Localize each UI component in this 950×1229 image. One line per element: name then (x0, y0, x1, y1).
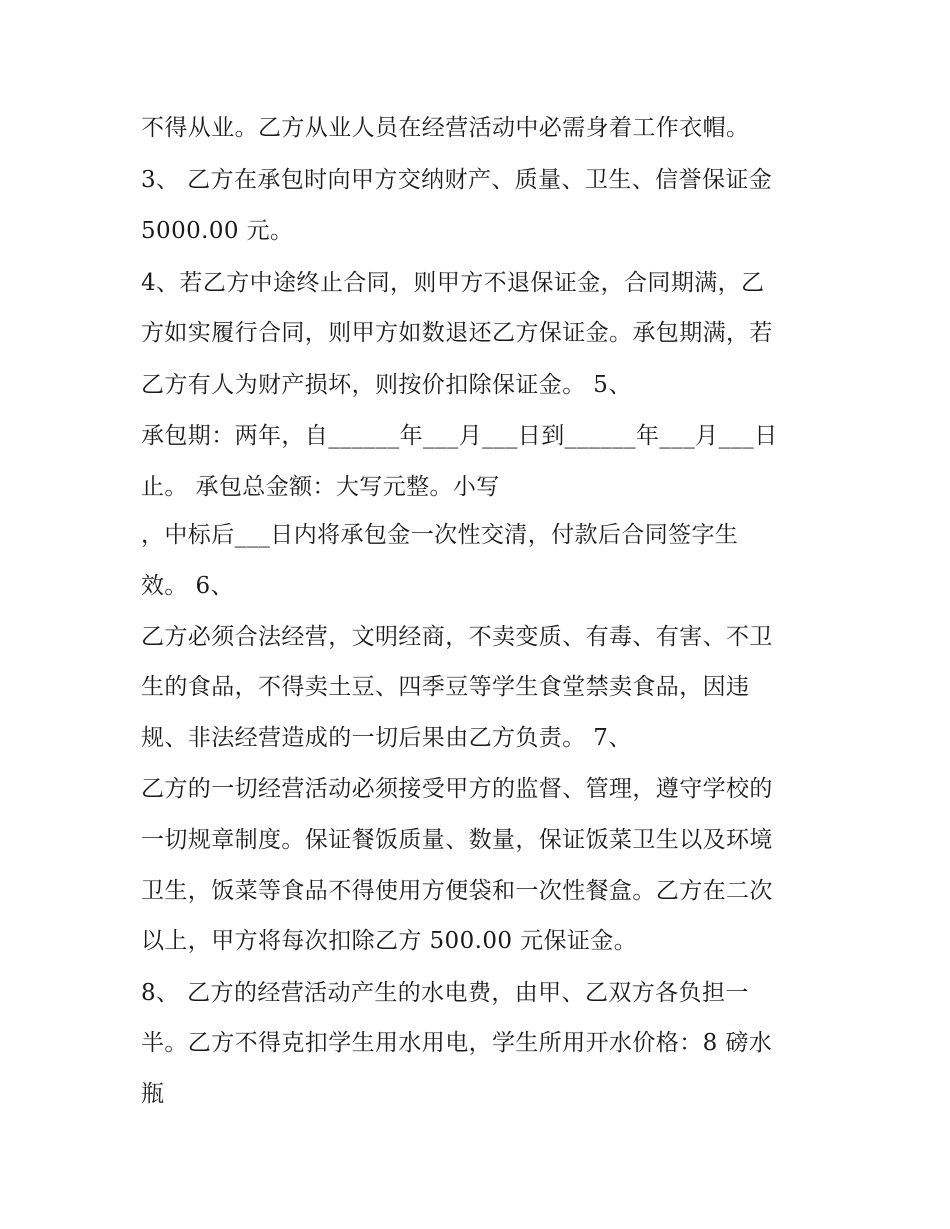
text-line: 5000.00 元。 (141, 218, 294, 244)
text-line: 瓶 (141, 1081, 165, 1107)
text-line: 3、 乙方在承包时向甲方交纳财产、质量、卫生、信誉保证金 (141, 167, 773, 193)
text-line: 规、非法经营造成的一切后果由乙方负责。 7、 (141, 725, 632, 751)
text-line: 不得从业。乙方从业人员在经营活动中必需身着工作衣帽。 (141, 115, 750, 141)
text-line: 承包期：两年，自______年___月___日到______年___月___日 (141, 423, 778, 449)
text-line: ，中标后___日内将承包金一次性交清，付款后合同签字生 (141, 522, 739, 548)
text-line: 生的食品，不得卖土豆、四季豆等学生食堂禁卖食品，因违 (141, 674, 750, 700)
text-line: 乙方有人为财产损坏，则按价扣除保证金。 5、 (141, 372, 632, 398)
text-line: 4、若乙方中途终止合同，则甲方不退保证金，合同期满，乙 (141, 270, 765, 296)
text-line: 止。 承包总金额：大写元整。小写 (141, 474, 500, 500)
text-line: 卫生，饭菜等食品不得使用方便袋和一次性餐盒。乙方在二次 (141, 878, 773, 904)
text-line: 方如实履行合同，则甲方如数退还乙方保证金。承包期满，若 (141, 320, 773, 346)
text-line: 半。乙方不得克扣学生用水用电，学生所用开水价格：8 磅水 (141, 1030, 773, 1056)
text-line: 效。 6、 (141, 573, 234, 599)
text-line: 以上，甲方将每次扣除乙方 500.00 元保证金。 (141, 928, 638, 954)
text-line: 一切规章制度。保证餐饭质量、数量，保证饭菜卫生以及环境 (141, 827, 773, 853)
text-line: 乙方必须合法经营，文明经商，不卖变质、有毒、有害、不卫 (141, 624, 773, 650)
text-line: 乙方的一切经营活动必须接受甲方的监督、管理，遵守学校的 (141, 776, 773, 802)
text-line: 8、 乙方的经营活动产生的水电费，由甲、乙双方各负担一 (141, 980, 749, 1006)
